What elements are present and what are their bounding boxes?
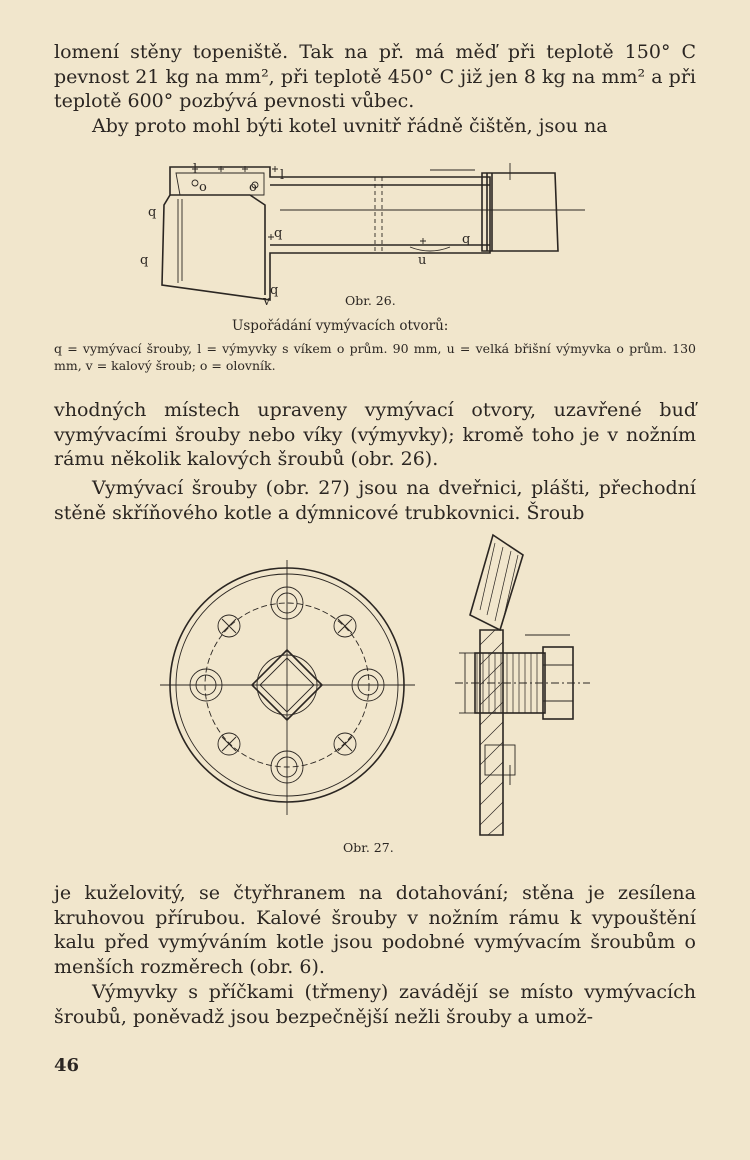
fig26-label-q-1: q — [148, 205, 157, 220]
figure-26-caption: Obr. 26. — [345, 293, 396, 308]
fig26-label-o-2: o — [249, 180, 257, 195]
fig26-label-q-5: q — [270, 283, 279, 298]
fig26-label-l-1: l — [193, 162, 198, 177]
paragraph-1: lomení stěny topeniště. Tak na př. má měď při teplotě 150° C pevnost 21 kg na mm², při teplotě 450° C již jen 8 kg na mm² a při teplotě 600° pozbývá pevnosti vůbec. — [54, 41, 696, 112]
page-number: 46 — [54, 1055, 80, 1076]
figure-26-title: Uspořádání vymývacích otvorů: — [232, 318, 449, 334]
fig26-label-v: v — [263, 294, 271, 309]
paragraph-2: Aby proto mohl býti kotel uvnitř řádně čištěn, jsou na — [92, 115, 608, 137]
fig26-label-q-2: q — [140, 253, 149, 268]
paragraph-4: Vymývací šrouby (obr. 27) jsou na dveřnici, plášti, přechodní stěně skříňového kotle a dýmnicové trubkovnici. Šroub — [54, 477, 696, 524]
fig26-label-q-4: q — [462, 232, 471, 247]
figure-26-legend: q = vymývací šrouby, l = výmyvky s víkem o prům. 90 mm, u = velká břišní výmyvka o prům. 130 mm, v = kalový šroub; o = olovník. — [54, 341, 696, 373]
figure-27-section — [455, 535, 595, 845]
figure-26-drawing — [130, 155, 600, 305]
paragraph-6: Výmyvky s příčkami (třmeny) zavádějí se místo vymývacích šroubů, poněvadž jsou bezpečnější nežli šrouby a umož- — [54, 981, 696, 1028]
figure-27-caption: Obr. 27. — [343, 840, 394, 855]
paragraph-5: je kuželovitý, se čtyřhranem na dotahování; stěna je zesílena kruhovou přírubou. Kalové šrouby v nožním rámu k vypouštění kalu před vymýváním kotle jsou podobné vymývacím šroubům o menších rozměrech (obr. 6). — [54, 882, 696, 978]
fig26-label-u: u — [418, 253, 427, 268]
paragraph-3: vhodných místech upraveny vymývací otvory, uzavřené buď vymývacími šrouby nebo víky (výmyvky); kromě toho je v nožním rámu několik kalových šroubů (obr. 26). — [54, 399, 696, 470]
fig26-label-q-3: q — [274, 226, 283, 241]
fig26-label-l-2: l — [280, 168, 285, 183]
fig26-label-o-1: o — [199, 180, 207, 195]
figure-27-flange-plan — [160, 560, 420, 830]
